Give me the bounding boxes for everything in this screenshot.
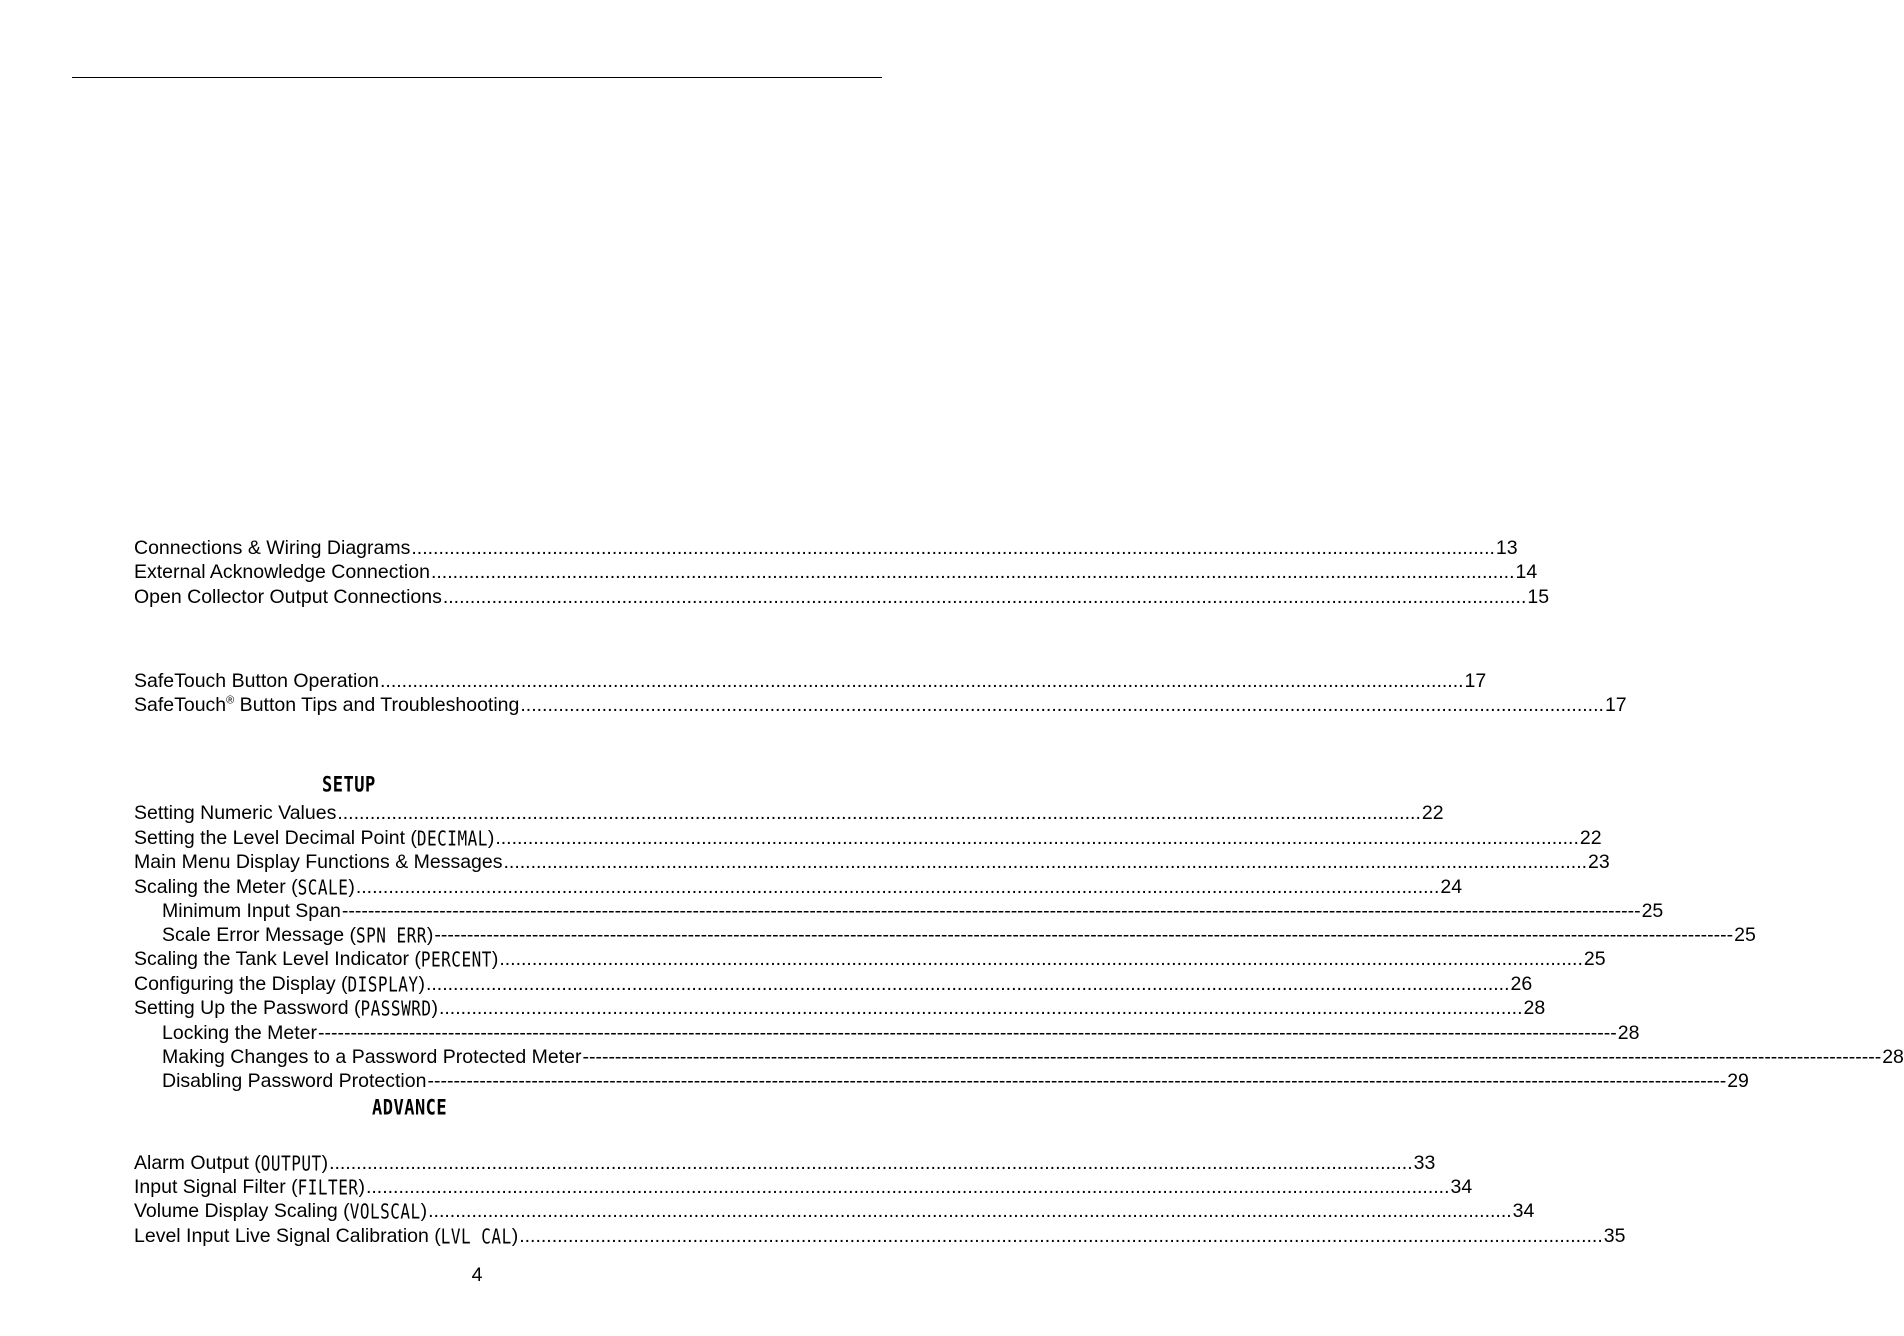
- section-heading-setup: [322, 773, 376, 797]
- leader-fill: --------------------------------------------------------------------------------------------------------------------------------------------------------------------------------------------------------: [582, 1046, 1882, 1068]
- leader-fill: ........................................................................................................................................................................................................: [428, 1200, 1512, 1222]
- toc-entry-text: Main Menu Display Functions & Messages: [134, 851, 503, 873]
- toc-entry-text: Configuring the Display (: [134, 973, 348, 995]
- toc-entry[interactable]: [162, 1045, 1904, 1069]
- lcd-label: DECIMAL: [416, 826, 488, 851]
- toc-page-number: 25: [1734, 924, 1756, 946]
- toc-entry-text: Locking the Meter: [162, 1022, 318, 1044]
- lcd-label: PERCENT: [420, 947, 492, 972]
- toc-entry-text: Setting the Level Decimal Point (: [134, 827, 417, 849]
- leader-fill: ........................................................................................................................................................................................................: [380, 670, 1464, 692]
- leader-fill: ........................................................................................................................................................................................................: [365, 1176, 1450, 1198]
- toc-entry-text: ): [511, 1225, 519, 1247]
- toc-entry-text: Button Tips and Troubleshooting: [234, 694, 520, 716]
- toc-entry[interactable]: [134, 1224, 1626, 1249]
- toc-entry[interactable]: [134, 669, 1487, 693]
- toc-entry[interactable]: [134, 972, 1533, 997]
- leader-fill: ........................................................................................................................................................................................................: [520, 694, 1604, 716]
- leader-fill: ........................................................................................................................................................................................................: [337, 802, 1421, 824]
- toc-entry-title: [134, 669, 379, 693]
- toc-entry[interactable]: [162, 923, 1756, 948]
- lcd-label: VOLSCAL: [349, 1199, 421, 1224]
- toc-entry-title: [134, 801, 336, 825]
- lcd-label: PASSWRD: [360, 996, 432, 1021]
- toc-entry-text: ): [426, 924, 434, 946]
- toc-entry-title: [162, 1045, 581, 1069]
- toc-entry[interactable]: [134, 585, 1550, 609]
- toc-entry[interactable]: [134, 801, 1444, 825]
- leader-fill: ........................................................................................................................................................................................................: [425, 973, 1510, 995]
- toc-page-number: 15: [1527, 586, 1550, 608]
- lcd-label: ADVANCE: [372, 1095, 448, 1121]
- toc-entry-text: Level Input Live Signal Calibration (: [134, 1225, 441, 1247]
- toc-entry-title: [134, 996, 438, 1021]
- leader-fill: --------------------------------------------------------------------------------------------------------------------------------------------------------------------------------------------------------: [434, 924, 1734, 946]
- toc-entry-text: External Acknowledge Connection: [134, 561, 430, 583]
- lcd-label: SPN ERR: [355, 923, 427, 948]
- toc-page-number: 22: [1421, 802, 1444, 824]
- leader-fill: --------------------------------------------------------------------------------------------------------------------------------------------------------------------------------------------------------: [427, 1070, 1727, 1092]
- toc-entry-text: ): [348, 876, 355, 898]
- toc-page-number: 17: [1604, 694, 1627, 716]
- leader-fill: ........................................................................................................................................................................................................: [519, 1225, 1603, 1247]
- leader-fill: --------------------------------------------------------------------------------------------------------------------------------------------------------------------------------------------------------: [341, 900, 1641, 922]
- toc-entry-title: [134, 875, 355, 900]
- toc-entry-title: [162, 1069, 426, 1093]
- toc-entry[interactable]: [134, 1175, 1473, 1200]
- toc-page-number: 13: [1495, 537, 1518, 559]
- toc-entry-text: ): [487, 827, 495, 849]
- toc-entry-title: [134, 947, 498, 972]
- leader-fill: ........................................................................................................................................................................................................: [355, 876, 1440, 898]
- toc-page-number: 23: [1588, 851, 1610, 873]
- toc-entry-text: ): [431, 997, 438, 1019]
- toc-page-number: 25: [1583, 948, 1606, 970]
- toc-entry[interactable]: [162, 1021, 1640, 1045]
- leader-fill: ........................................................................................................................................................................................................: [438, 997, 1523, 1019]
- toc-entry-text: SafeTouch Button Operation: [134, 670, 379, 692]
- toc-page-number: 35: [1603, 1225, 1626, 1247]
- toc-entry-title: [134, 1224, 518, 1249]
- toc-entry-title: [134, 1175, 365, 1200]
- leader-fill: --------------------------------------------------------------------------------------------------------------------------------------------------------------------------------------------------------: [318, 1022, 1617, 1044]
- toc-page-number: 26: [1510, 973, 1533, 995]
- toc-entry[interactable]: [134, 1199, 1535, 1224]
- registered-mark: ®: [226, 694, 235, 707]
- toc-page-number: 28: [1882, 1046, 1904, 1068]
- toc-entry-text: ): [321, 1152, 329, 1174]
- toc-page-number: 34: [1450, 1176, 1473, 1198]
- toc-entry-text: Setting Up the Password (: [134, 997, 361, 1019]
- toc-entry[interactable]: [134, 560, 1538, 584]
- leader-fill: ........................................................................................................................................................................................................: [499, 948, 1583, 970]
- toc-page-number: 24: [1440, 876, 1463, 898]
- toc-entry-title: [134, 850, 503, 874]
- toc-entry-text: Setting Numeric Values: [134, 802, 337, 824]
- toc-entry-text: ): [418, 973, 425, 995]
- toc-entry[interactable]: [134, 1151, 1436, 1176]
- toc-entry-title: [134, 1199, 427, 1224]
- toc-entry-title: [162, 899, 341, 923]
- toc-page-number: 29: [1727, 1070, 1749, 1092]
- toc-page-number: 34: [1512, 1200, 1535, 1222]
- lcd-label: OUTPUT: [260, 1151, 322, 1176]
- toc-entry[interactable]: [134, 850, 1610, 874]
- toc-entry-text: Disabling Password Protection: [162, 1070, 427, 1092]
- toc-entry-title: [162, 923, 433, 948]
- header-rule: [72, 77, 882, 78]
- toc-entry-title: [134, 693, 519, 717]
- toc-entry-text: Alarm Output (: [134, 1152, 261, 1174]
- toc-entry-text: ): [420, 1200, 428, 1222]
- leader-fill: ........................................................................................................................................................................................................: [430, 561, 1515, 583]
- toc-entry[interactable]: [134, 536, 1518, 560]
- toc-entry[interactable]: [134, 693, 1627, 717]
- toc-entry-text: Connections & Wiring Diagrams: [134, 537, 411, 559]
- toc-entry-text: ): [358, 1176, 365, 1198]
- toc-entry-text: Minimum Input Span: [162, 900, 341, 922]
- toc-entry[interactable]: [162, 899, 1664, 923]
- section-heading-advance: [372, 1096, 447, 1120]
- lcd-label: SCALE: [297, 875, 349, 900]
- toc-entry-text: Volume Display Scaling (: [134, 1200, 350, 1222]
- lcd-label: DISPLAY: [347, 972, 419, 997]
- lcd-label: LVL CAL: [440, 1224, 512, 1249]
- toc-entry-title: [134, 585, 442, 609]
- toc-entry[interactable]: [134, 826, 1602, 851]
- toc-entry[interactable]: [134, 875, 1463, 900]
- toc-page-number: 22: [1579, 827, 1602, 849]
- toc-entry-title: [134, 536, 410, 560]
- toc-entry[interactable]: [134, 947, 1606, 972]
- toc-entry-title: [162, 1021, 317, 1045]
- toc-page-number: 14: [1515, 561, 1538, 583]
- toc-entry-text: ): [491, 948, 499, 970]
- leader-fill: ........................................................................................................................................................................................................: [329, 1152, 1413, 1174]
- toc-page-number: 33: [1413, 1152, 1436, 1174]
- toc-entry-title: [134, 826, 494, 851]
- leader-fill: ........................................................................................................................................................................................................: [442, 586, 1527, 608]
- toc-entry-text: Scaling the Tank Level Indicator (: [134, 948, 421, 970]
- page-number: 4: [471, 1264, 483, 1286]
- leader-fill: ........................................................................................................................................................................................................: [411, 537, 1495, 559]
- toc-entry[interactable]: [134, 996, 1546, 1021]
- toc-page-number: 25: [1641, 900, 1664, 922]
- toc-entry[interactable]: [162, 1069, 1749, 1093]
- toc-entry-text: Scaling the Meter (: [134, 876, 298, 898]
- lcd-label: FILTER: [297, 1175, 359, 1200]
- toc-entry-text: SafeTouch: [134, 694, 227, 716]
- toc-page-number: 28: [1523, 997, 1546, 1019]
- toc-page-number: 28: [1617, 1022, 1640, 1044]
- toc-entry-text: Scale Error Message (: [162, 924, 356, 946]
- leader-fill: ........................................................................................................................................................................................................: [503, 851, 1588, 873]
- lcd-label: SETUP: [322, 772, 376, 798]
- toc-entry-title: [134, 560, 430, 584]
- leader-fill: ........................................................................................................................................................................................................: [495, 827, 1579, 849]
- toc-entry-text: Making Changes to a Password Protected Meter: [162, 1046, 582, 1068]
- toc-entry-text: Input Signal Filter (: [134, 1176, 298, 1198]
- toc-page-number: 17: [1464, 670, 1487, 692]
- toc-entry-text: Open Collector Output Connections: [134, 586, 442, 608]
